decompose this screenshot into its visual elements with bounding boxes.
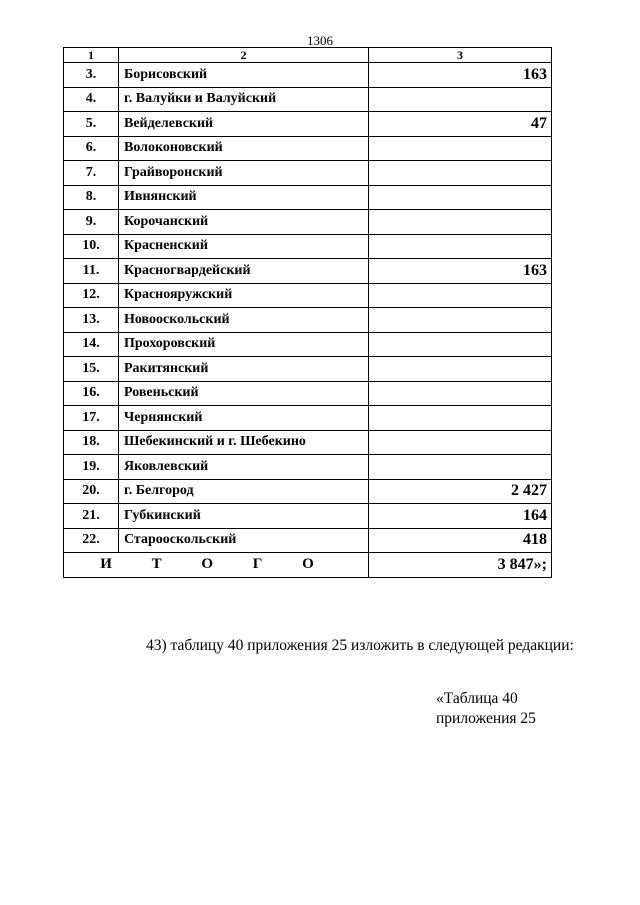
district-name: Новооскольский: [119, 308, 369, 333]
row-value: 163: [369, 63, 552, 88]
table-row: [64, 406, 552, 431]
row-number: 17.: [64, 406, 119, 431]
district-name: Красненский: [119, 234, 369, 259]
row-value: [369, 381, 552, 406]
district-name: Шебекинский и г. Шебекино: [119, 430, 369, 455]
row-value: 47: [369, 112, 552, 137]
row-number: 15.: [64, 357, 119, 382]
table-row: [64, 259, 552, 284]
table-row: [64, 357, 552, 382]
district-name: Ровеньский: [119, 381, 369, 406]
table-row: [64, 63, 552, 88]
district-name: Ивнянский: [119, 185, 369, 210]
row-value: [369, 430, 552, 455]
district-name: Ракитянский: [119, 357, 369, 382]
table-row: [64, 185, 552, 210]
row-number: 10.: [64, 234, 119, 259]
header-col-1: 1: [64, 48, 119, 63]
row-value: 164: [369, 504, 552, 529]
row-value: 2 427: [369, 479, 552, 504]
row-number: 3.: [64, 63, 119, 88]
district-name: Чернянский: [119, 406, 369, 431]
district-name: Губкинский: [119, 504, 369, 529]
row-number: 7.: [64, 161, 119, 186]
header-col-2: 2: [119, 48, 369, 63]
row-value: [369, 455, 552, 480]
row-number: 4.: [64, 87, 119, 112]
total-value: 3 847»;: [369, 553, 552, 578]
district-name: Красногвардейский: [119, 259, 369, 284]
district-name: Грайворонский: [119, 161, 369, 186]
instruction-text: 43) таблицу 40 приложения 25 изложить в следующей редакции:: [146, 637, 574, 654]
total-label: И Т О Г О: [64, 553, 369, 578]
table-row: [64, 504, 552, 529]
district-name: Вейделевский: [119, 112, 369, 137]
table-reference-line2: приложения 25: [436, 710, 536, 727]
row-number: 12.: [64, 283, 119, 308]
district-name: г. Белгород: [119, 479, 369, 504]
row-number: 22.: [64, 528, 119, 553]
row-number: 19.: [64, 455, 119, 480]
table-header-row: [64, 48, 552, 63]
row-value: 418: [369, 528, 552, 553]
table-row: [64, 210, 552, 235]
row-number: 18.: [64, 430, 119, 455]
row-value: [369, 357, 552, 382]
row-number: 14.: [64, 332, 119, 357]
table-row: [64, 234, 552, 259]
table-row: [64, 283, 552, 308]
district-name: Яковлевский: [119, 455, 369, 480]
table-row: [64, 308, 552, 333]
row-value: [369, 87, 552, 112]
row-number: 11.: [64, 259, 119, 284]
row-number: 8.: [64, 185, 119, 210]
row-number: 5.: [64, 112, 119, 137]
allocation-table: [63, 47, 552, 578]
table-row: [64, 455, 552, 480]
row-number: 20.: [64, 479, 119, 504]
table-row: [64, 381, 552, 406]
row-value: [369, 210, 552, 235]
district-name: г. Валуйки и Валуйский: [119, 87, 369, 112]
header-col-3: 3: [369, 48, 552, 63]
district-name: Прохоровский: [119, 332, 369, 357]
row-number: 6.: [64, 136, 119, 161]
row-number: 13.: [64, 308, 119, 333]
row-value: [369, 185, 552, 210]
row-number: 16.: [64, 381, 119, 406]
row-value: [369, 406, 552, 431]
table-row: [64, 528, 552, 553]
table-row: [64, 112, 552, 137]
row-value: [369, 332, 552, 357]
table-row: [64, 161, 552, 186]
row-value: [369, 161, 552, 186]
row-number: 21.: [64, 504, 119, 529]
row-value: [369, 234, 552, 259]
table-row: [64, 332, 552, 357]
total-row: [64, 553, 552, 578]
row-value: [369, 283, 552, 308]
row-value: 163: [369, 259, 552, 284]
row-number: 9.: [64, 210, 119, 235]
row-value: [369, 136, 552, 161]
district-name: Корочанский: [119, 210, 369, 235]
table-row: [64, 87, 552, 112]
table-reference-line1: «Таблица 40: [436, 690, 518, 707]
district-name: Краснояружский: [119, 283, 369, 308]
district-name: Старооскольский: [119, 528, 369, 553]
table-row: [64, 479, 552, 504]
table-row: [64, 430, 552, 455]
district-name: Волоконовский: [119, 136, 369, 161]
district-name: Борисовский: [119, 63, 369, 88]
row-value: [369, 308, 552, 333]
table-row: [64, 136, 552, 161]
table-reference: [436, 689, 536, 729]
page-number: 1306: [307, 33, 333, 48]
